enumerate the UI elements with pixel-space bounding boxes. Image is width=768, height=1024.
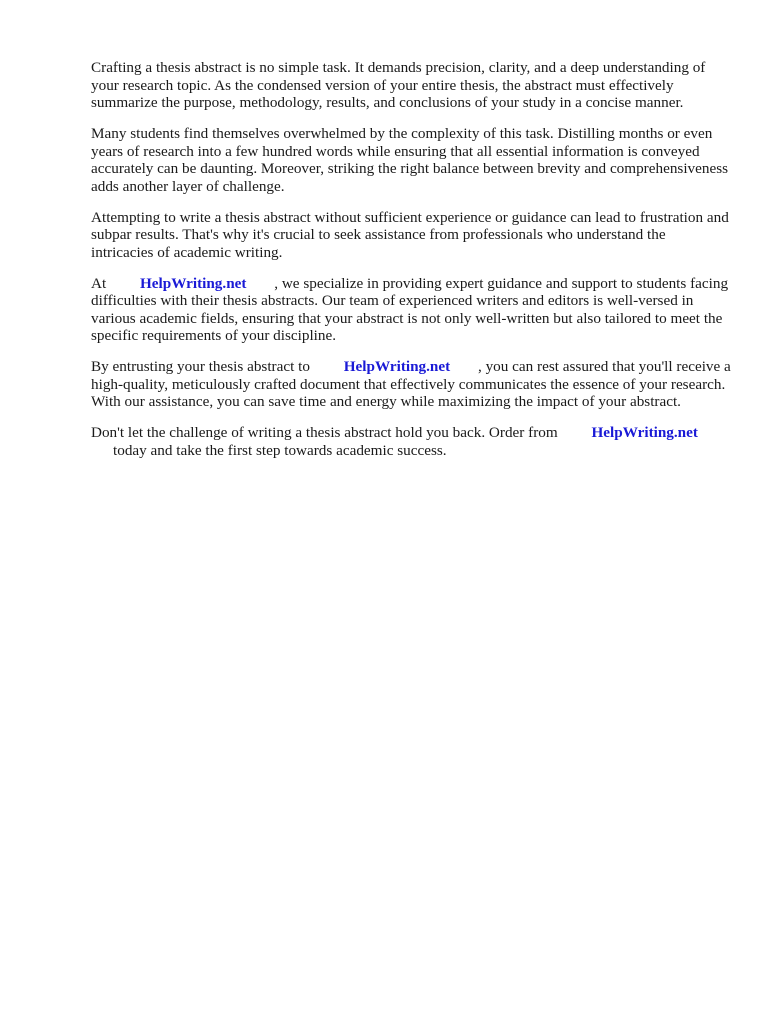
paragraph-entrust (91, 358, 731, 411)
paragraph-cta-lead: Don't let the challenge of writing a thesis abstract hold you back. Order from (91, 424, 558, 441)
paragraph-entrust-lead: By entrusting your thesis abstract to (91, 358, 310, 375)
paragraph-service-body: , we specialize in providing expert guidance and support to students facing difficulties with their thesis abstracts. Our team of experienced writers and editors is well-versed in various academic fields, ensuring that your abstract is not only well-written but also tailored to meet the specific requirements of your discipline. (91, 274, 729, 344)
paragraph-guidance: Attempting to write a thesis abstract without sufficient experience or guidance can lead to frustration and subpar results. That's why it's crucial to seek assistance from professionals who understand the intricacies of academic writing. (91, 208, 729, 261)
document-page (91, 59, 731, 473)
paragraph-service-lead: At (91, 274, 107, 292)
helpwriting-link[interactable]: HelpWriting.net (343, 358, 451, 375)
paragraph-service (91, 275, 731, 345)
paragraph-challenge: Many students find themselves overwhelmed by the complexity of this task. Distilling months or even years of research into a few hundred words while ensuring that all essential information is conveyed accurately can be daunting. Moreover, striking the right balance between brevity and comprehensiveness adds another layer of challenge. (91, 125, 729, 195)
helpwriting-link[interactable]: HelpWriting.net (139, 274, 247, 292)
paragraph-entrust-body: , you can rest assured that you'll receive a high-quality, meticulously crafted document that effectively communicates the essence of your research. With our assistance, you can save time and energy while maximizing the impact of your abstract. (91, 358, 731, 410)
paragraph-cta-tail: today and take the first step towards academic success. (113, 441, 447, 459)
helpwriting-link[interactable]: HelpWriting.net (591, 424, 698, 441)
paragraph-intro: Crafting a thesis abstract is no simple task. It demands precision, clarity, and a deep understanding of your research topic. As the condensed version of your entire thesis, the abstract must effectively summarize the purpose, methodology, results, and conclusions of your study in a concise manner. (91, 59, 706, 111)
paragraph-call-to-action (91, 424, 731, 459)
